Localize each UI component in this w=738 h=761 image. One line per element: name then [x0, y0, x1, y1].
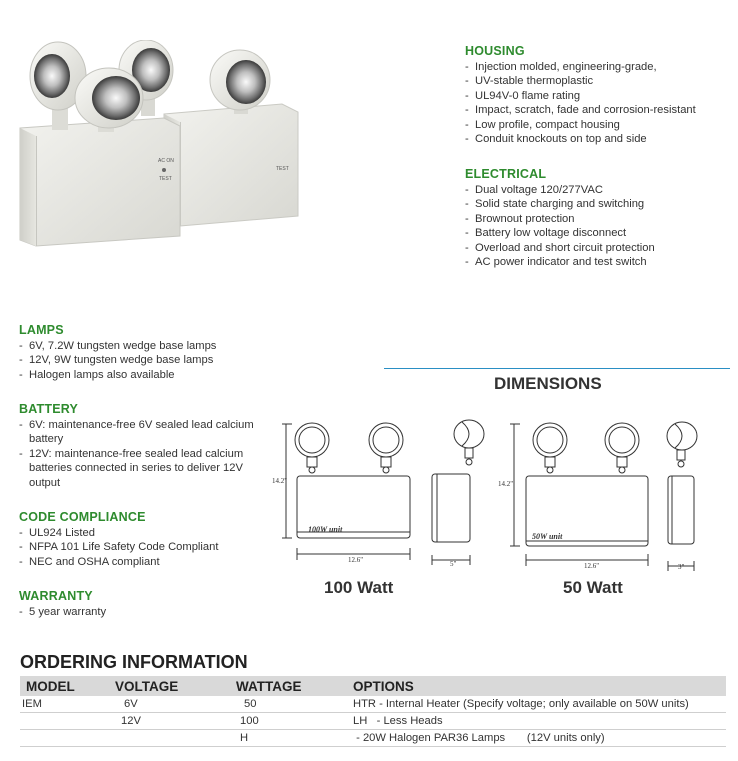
code-compliance-section [19, 510, 274, 569]
list-item: - Low profile, compact housing [465, 118, 735, 132]
list-item: - Injection molded, engineering-grade, [465, 60, 735, 74]
list-item: - UL924 Listed [19, 526, 274, 540]
cell-wattage: 50 [236, 696, 353, 713]
unit-tag-50w: 50W unit [532, 532, 563, 541]
lamps-title: LAMPS [19, 323, 64, 337]
list-item: - Dual voltage 120/277VAC [465, 183, 735, 197]
list-item-continuation: - UV-stable thermoplastic [465, 74, 735, 88]
ordering-table [20, 676, 726, 747]
list-item: - Conduit knockouts on top and side [465, 132, 735, 146]
width-label-100w: 12.6" [348, 556, 364, 564]
table-row [20, 696, 726, 713]
list-item: - Brownout protection [465, 212, 735, 226]
list-item: - Impact, scratch, fade and corrosion-resistant [465, 103, 735, 117]
ordering-title: ORDERING INFORMATION [20, 652, 248, 672]
height-label-50w: 14.2" [498, 480, 514, 488]
cell-options: LH - Less Heads [353, 713, 726, 730]
cell-voltage: 12V [115, 713, 236, 730]
list-item: - 5 year warranty [19, 605, 274, 619]
list-item: - 12V, 9W tungsten wedge base lamps [19, 353, 274, 367]
list-item: - Solid state charging and switching [465, 197, 735, 211]
battery-section [19, 402, 271, 490]
cell-options: HTR - Internal Heater (Specify voltage; only available on 50W units) [353, 696, 726, 713]
front-panel-text-1: AC ON [158, 158, 174, 164]
lamps-section [19, 323, 274, 382]
width-label-50w: 12.6" [584, 562, 600, 570]
housing-title: HOUSING [465, 44, 525, 58]
list-item: - NEC and OSHA compliant [19, 555, 274, 569]
battery-title: BATTERY [19, 402, 79, 416]
electrical-section [465, 167, 735, 269]
battery-list [19, 418, 271, 490]
label-100-watt: 100 Watt [324, 578, 394, 597]
dimension-drawing-100w [272, 416, 500, 578]
list-item: - 12V: maintenance-free sealed lead calcium batteries connected in series to deliver 12V output [19, 447, 271, 490]
warranty-section [19, 589, 274, 619]
cell-model: IEM [20, 696, 115, 713]
depth-label-100w: 5" [450, 560, 457, 568]
warranty-title: WARRANTY [19, 589, 93, 603]
product-photo [14, 40, 310, 248]
header-model: MODEL [26, 679, 75, 694]
header-options: OPTIONS [353, 679, 414, 694]
back-panel-text: TEST [276, 166, 289, 172]
housing-section [465, 44, 735, 146]
housing-list [465, 60, 735, 146]
table-header-row [20, 676, 726, 696]
front-panel-text-2: TEST [159, 176, 172, 182]
cell-voltage [115, 730, 236, 747]
cell-voltage: 6V [115, 696, 236, 713]
cell-options: - 20W Halogen PAR36 Lamps (12V units only) [353, 730, 726, 747]
dimension-drawing-50w [496, 416, 728, 578]
code-compliance-list [19, 526, 274, 569]
header-voltage: VOLTAGE [115, 679, 179, 694]
table-row [20, 730, 726, 747]
dimensions-rule [384, 368, 730, 369]
label-50-watt: 50 Watt [563, 578, 623, 597]
electrical-list [465, 183, 735, 269]
lamps-list [19, 339, 274, 382]
test-switch-icon [162, 168, 166, 172]
table-row [20, 713, 726, 730]
code-compliance-title: CODE COMPLIANCE [19, 510, 146, 524]
depth-label-50w: 3" [678, 563, 685, 571]
list-item: - Halogen lamps also available [19, 368, 274, 382]
unit-tag-100w: 100W unit [308, 525, 343, 534]
cell-model [20, 730, 115, 747]
dimensions-title: DIMENSIONS [494, 374, 602, 393]
cell-wattage: H [236, 730, 353, 747]
list-item: - Battery low voltage disconnect [465, 226, 735, 240]
list-item: - NFPA 101 Life Safety Code Compliant [19, 540, 274, 554]
electrical-title: ELECTRICAL [465, 167, 547, 181]
list-item: - Overload and short circuit protection [465, 241, 735, 255]
list-item: - AC power indicator and test switch [465, 255, 735, 269]
list-item: - UL94V-0 flame rating [465, 89, 735, 103]
warranty-list [19, 605, 274, 619]
list-item: - 6V, 7.2W tungsten wedge base lamps [19, 339, 274, 353]
cell-model [20, 713, 115, 730]
list-item: - 6V: maintenance-free 6V sealed lead calcium battery [19, 418, 271, 447]
height-label-100w: 14.2" [272, 477, 288, 485]
header-wattage: WATTAGE [236, 679, 302, 694]
cell-wattage: 100 [236, 713, 353, 730]
